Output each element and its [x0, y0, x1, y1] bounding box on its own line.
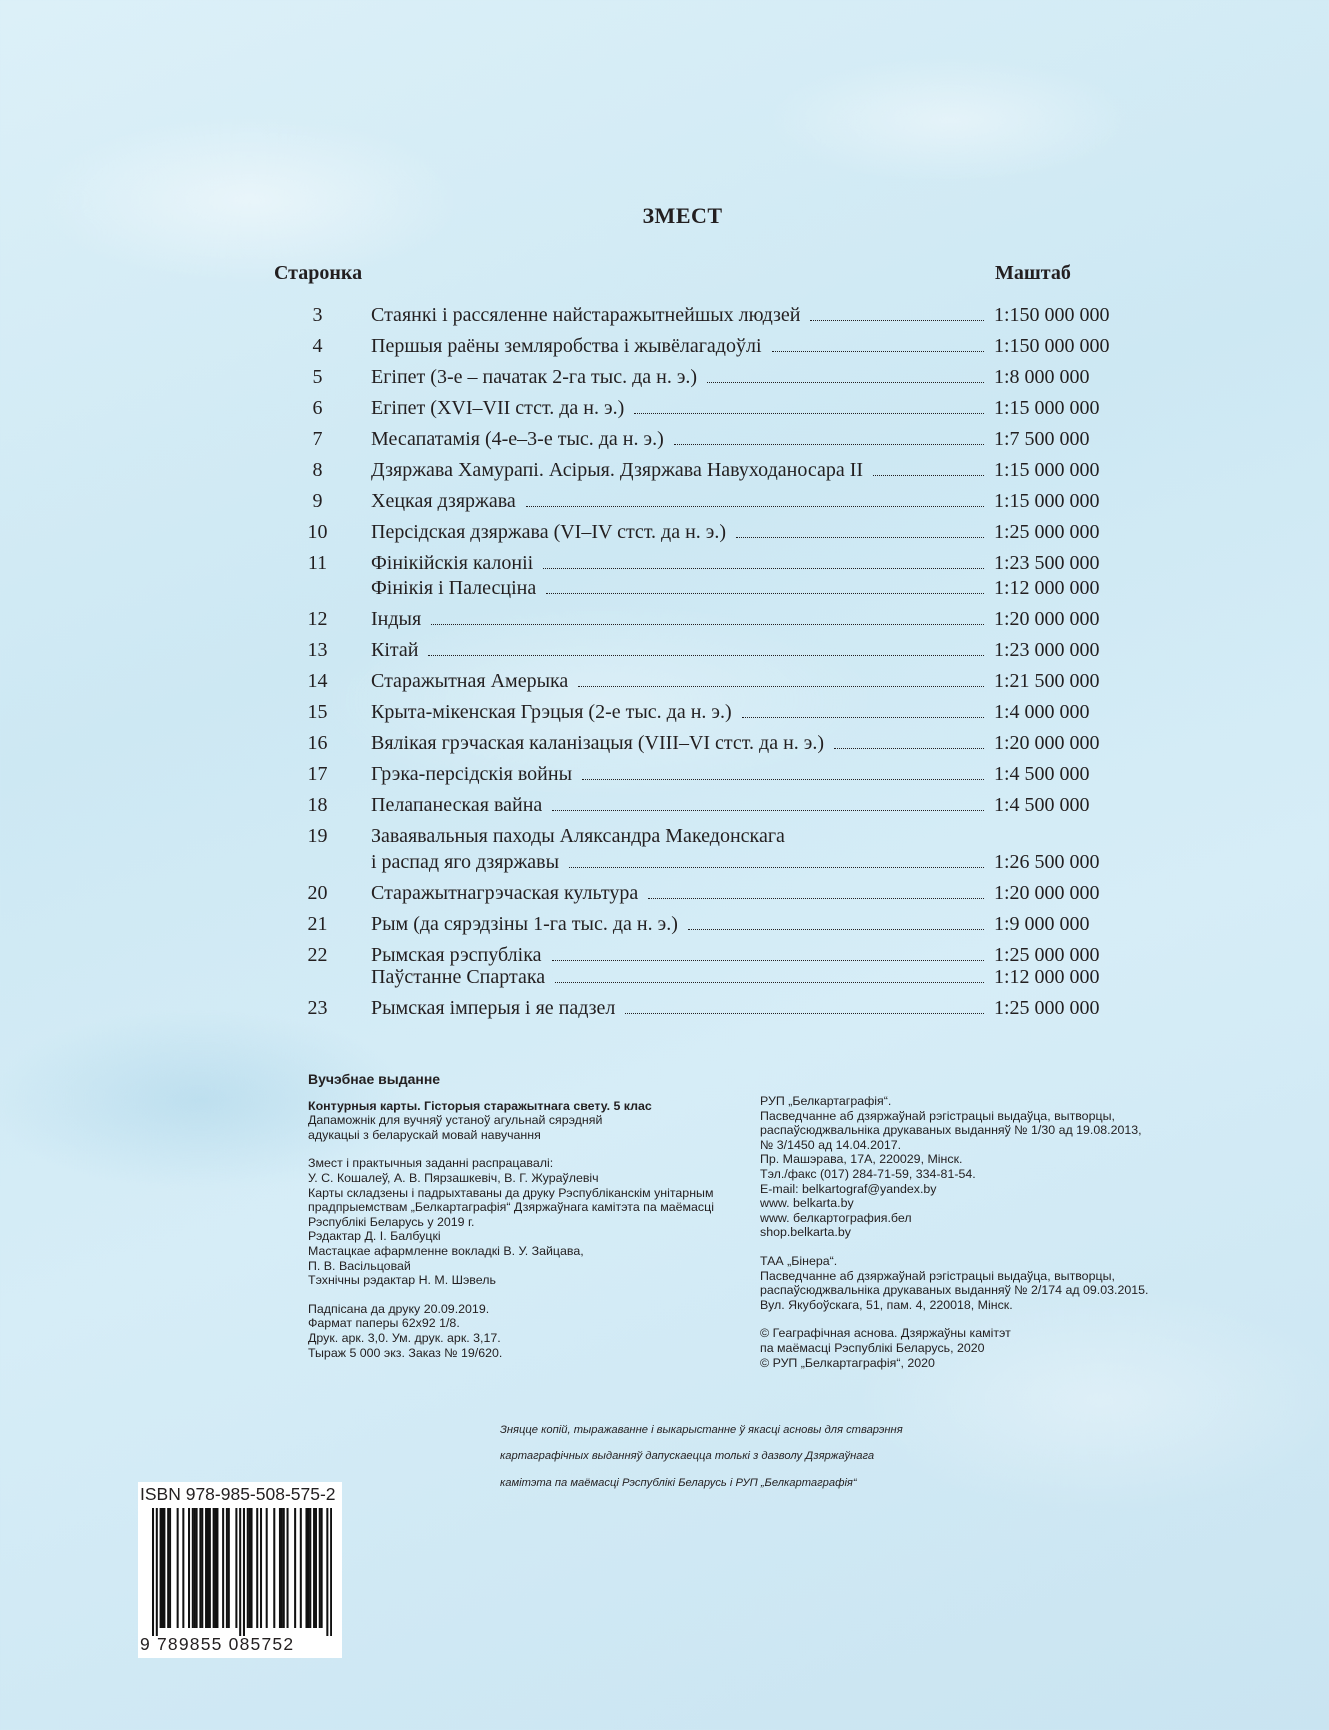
- copy-notice: [500, 1412, 970, 1502]
- toc-entry: [290, 428, 1140, 456]
- book-title: Контурныя карты. Гісторыя старажытнага свету. 5 клас: [308, 1098, 652, 1113]
- toc-entry-title-wrap: [371, 763, 984, 786]
- publisher-line: Пасведчанне аб дзяржаўнай рэгістрацыі выдаўца, вытворцы,: [760, 1108, 1115, 1123]
- barcode-bar: [163, 1508, 165, 1628]
- barcode-bar: [188, 1508, 190, 1628]
- toc-entry: [290, 794, 1140, 822]
- toc-scale: 1:150 000 000: [994, 304, 1110, 326]
- toc-scale: 1:23 000 000: [994, 639, 1100, 661]
- barcode-bar: [177, 1508, 179, 1628]
- credit-line: П. В. Васільцовай: [308, 1258, 411, 1273]
- toc-entry: [290, 335, 1140, 363]
- toc-entry-title: Старажытнагрэчаская культура: [371, 882, 639, 904]
- dot-leader: [543, 568, 984, 569]
- dot-leader: [772, 351, 985, 352]
- barcode-bar: [243, 1508, 245, 1636]
- barcode-bar: [161, 1508, 163, 1628]
- toc-scale: 1:20 000 000: [994, 732, 1100, 754]
- toc-entry-title: Егіпет (XVI–VII стст. да н. э.): [371, 397, 625, 419]
- toc-entry-title: Хецкая дзяржава: [371, 490, 516, 512]
- copyright-line: © РУП „Белкартаграфія“, 2020: [760, 1355, 935, 1370]
- toc-entry-title-wrap: [371, 701, 984, 724]
- toc-entry-title-wrap: [371, 304, 984, 327]
- toc-page-number: 21: [307, 913, 328, 935]
- barcode-bar: [235, 1508, 237, 1628]
- credit-line: прадпрыемствам „Белкартаграфія“ Дзяржаўнага камітэта па маёмасці: [308, 1200, 714, 1215]
- barcode-bar: [313, 1508, 315, 1628]
- toc-page-number: 15: [307, 701, 328, 723]
- copy-notice-line: картаграфічных выданняў дапускаецца толькі з дазволу Дзяржаўнага: [500, 1450, 875, 1463]
- barcode-bar: [294, 1508, 296, 1628]
- toc-entry: [290, 521, 1140, 549]
- barcode-bar: [222, 1508, 224, 1628]
- publisher-binera: [760, 1254, 1160, 1312]
- toc-page-number: 7: [312, 428, 323, 450]
- toc-scale: 1:26 500 000: [994, 851, 1100, 873]
- barcode-bar: [247, 1508, 249, 1628]
- toc-page-number: 10: [307, 521, 328, 543]
- toc-entry-title-wrap: [371, 490, 984, 513]
- barcode-bar: [196, 1508, 198, 1628]
- isbn-label: ISBN 978-985-508-575-2: [140, 1484, 336, 1504]
- toc-scale: 1:21 500 000: [994, 670, 1100, 692]
- barcode-bar: [300, 1508, 302, 1628]
- barcode-bar: [216, 1508, 218, 1628]
- print-data-line: Фармат паперы 62x92 1/8.: [308, 1316, 460, 1331]
- toc-entry-title-wrap: [371, 366, 984, 389]
- toc-entry-title: Пелапанеская вайна: [371, 794, 543, 816]
- toc-entry: [290, 459, 1140, 487]
- toc-page-number: 12: [307, 608, 328, 630]
- print-data-line: Друк. арк. 3,0. Ум. друк. арк. 3,17.: [308, 1330, 501, 1345]
- toc-entry-title-wrap: [371, 521, 984, 544]
- toc-entry: [290, 552, 1140, 580]
- toc-entry-title-wrap: [371, 732, 984, 755]
- toc-entry-title-wrap: [371, 335, 984, 358]
- toc-entry-title-wrap: [371, 794, 984, 817]
- copyright-block: [760, 1326, 1160, 1370]
- barcode-image: [152, 1508, 332, 1636]
- toc-entry-title-wrap: [371, 966, 984, 989]
- barcode-bar: [273, 1508, 275, 1628]
- barcode-bar: [283, 1508, 285, 1628]
- toc-entry-title-wrap: [371, 851, 984, 874]
- toc-entry-title-wrap: [371, 608, 984, 631]
- credit-line: Мастацкае афармленне вокладкі В. У. Зайцава,: [308, 1243, 584, 1258]
- toc-scale: 1:15 000 000: [994, 459, 1100, 481]
- barcode-bar: [281, 1508, 283, 1628]
- publisher-line: РУП „Белкартаграфія“.: [760, 1094, 892, 1108]
- barcode-bar: [226, 1508, 228, 1628]
- toc-scale: 1:15 000 000: [994, 397, 1100, 419]
- credits-block: [308, 1156, 748, 1287]
- toc-page-number: 19: [307, 825, 328, 847]
- toc-entry-title: Грэка-персідскія войны: [371, 763, 573, 785]
- dot-leader: [625, 1013, 984, 1014]
- toc-entry: [290, 882, 1140, 910]
- toc-entry-title: Персідская дзяржава (VI–IV стст. да н. э.): [371, 521, 727, 543]
- toc-entry: [290, 577, 1140, 605]
- toc-entry: [290, 670, 1140, 698]
- toc-entry-title-wrap: [371, 639, 984, 662]
- toc-entry-title-wrap: [371, 997, 984, 1020]
- toc-scale: 1:7 500 000: [994, 428, 1090, 450]
- copyright-line: па маёмасці Рэспублікі Беларусь, 2020: [760, 1340, 985, 1355]
- toc-entry-title: Егіпет (3-е – пачатак 2-га тыс. да н. э.): [371, 366, 698, 388]
- barcode-bar: [207, 1508, 209, 1628]
- toc-scale: 1:25 000 000: [994, 944, 1100, 966]
- dot-leader: [552, 960, 985, 961]
- publisher-line: ТАА „Бінера“.: [760, 1253, 838, 1268]
- barcode-bar: [309, 1508, 311, 1628]
- book-subtitle-line: адукацыі з беларускай мовай навучання: [308, 1127, 541, 1142]
- dot-leader: [736, 537, 984, 538]
- toc-entry: [290, 608, 1140, 636]
- toc-entry: [290, 490, 1140, 518]
- toc-scale: 1:25 000 000: [994, 521, 1100, 543]
- barcode-bar: [287, 1508, 289, 1628]
- toc-scale: 1:8 000 000: [994, 366, 1090, 388]
- toc-page-number: 23: [307, 997, 328, 1019]
- toc-scale: 1:4 000 000: [994, 701, 1090, 723]
- toc-entry-title-wrap: [371, 913, 984, 936]
- dot-leader: [688, 929, 984, 930]
- dot-leader: [431, 624, 984, 625]
- dot-leader: [707, 382, 984, 383]
- imprint-left: [308, 1072, 748, 1374]
- publisher-line: распаўсюджвальніка друкаваных выданняў № 1/30 ад 19.08.2013,: [760, 1123, 1142, 1138]
- toc-entry-title: Рымская імперыя і яе падзел: [371, 997, 616, 1019]
- barcode-bar: [251, 1508, 253, 1628]
- dot-leader: [578, 686, 984, 687]
- publisher-line: Вул. Якубоўскага, 51, пам. 4, 220018, Мінск.: [760, 1297, 1013, 1312]
- publisher-line: www. белкартография.бел: [760, 1210, 912, 1225]
- toc-entry: [290, 639, 1140, 667]
- publisher-line: Тэл./факс (017) 284-71-59, 334-81-54.: [760, 1166, 976, 1181]
- toc-entry-title: Індыя: [371, 608, 422, 630]
- barcode-bar: [321, 1508, 323, 1628]
- toc-page-number: 20: [307, 882, 328, 904]
- scale-column-header: Маштаб: [995, 262, 1071, 284]
- toc-entry: [290, 732, 1140, 760]
- toc-entry: [290, 763, 1140, 791]
- dot-leader: [634, 413, 984, 414]
- barcode-bar: [279, 1508, 281, 1628]
- barcode-bar: [260, 1508, 262, 1628]
- toc-entry: [290, 966, 1140, 994]
- toc-page-number: 16: [307, 732, 328, 754]
- credit-line: Рэдактар Д. І. Балбуцкі: [308, 1229, 441, 1244]
- toc-entry: [290, 397, 1140, 425]
- toc-entry: [290, 304, 1140, 332]
- toc-entry-title-wrap: [371, 882, 984, 905]
- dot-leader: [552, 810, 984, 811]
- toc-entry-title: Кітай: [371, 639, 419, 661]
- toc-entry-title: Вялікая грэчаская каланізацыя (VIII–VI стст. да н. э.): [371, 732, 825, 754]
- toc-entry-title: і распад яго дзяржавы: [371, 851, 560, 873]
- toc-scale: 1:12 000 000: [994, 966, 1100, 988]
- dot-leader: [582, 779, 984, 780]
- toc-entry-title: Дзяржава Хамурапі. Асірыя. Дзяржава Навуходаносара II: [371, 459, 864, 481]
- barcode-bar: [305, 1508, 307, 1628]
- toc-entry-title-wrap: [371, 459, 984, 482]
- toc-page-number: 4: [312, 335, 323, 357]
- credit-line: Тэхнічны рэдактар Н. М. Шэвель: [308, 1273, 496, 1288]
- barcode-bar: [315, 1508, 317, 1628]
- barcode-bar: [326, 1508, 328, 1636]
- credit-line: Рэспублікі Беларусь у 2019 г.: [308, 1214, 475, 1229]
- publisher-line: Пр. Машэрава, 17А, 220029, Мінск.: [760, 1152, 963, 1167]
- barcode-bar: [256, 1508, 258, 1628]
- toc-entry-title-wrap: [371, 825, 984, 848]
- publisher-line: E-mail: belkartograf@yandex.by: [760, 1181, 937, 1196]
- barcode-bar: [194, 1508, 196, 1628]
- toc-page-number: 8: [312, 459, 323, 481]
- dot-leader: [555, 982, 984, 983]
- barcode-bar: [307, 1508, 309, 1628]
- publisher-belkartagrafia: [760, 1094, 1160, 1240]
- imprint-right: [760, 1094, 1160, 1384]
- toc-page-number: 6: [312, 397, 323, 419]
- toc-page-number: 11: [307, 552, 328, 574]
- copy-notice-line: камітэта па маёмасці Рэспублікі Беларусь і РУП „Белкартаграфія“: [500, 1476, 857, 1489]
- publisher-line: № 3/1450 ад 14.04.2017.: [760, 1137, 902, 1152]
- toc-entry-title: Месапатамія (4-е–3-е тыс. да н. э.): [371, 428, 664, 450]
- book-subtitle-line: Дапаможнік для вучняў устаноў агульнай сярэдняй: [308, 1113, 603, 1128]
- dot-leader: [810, 320, 984, 321]
- dot-leader: [873, 475, 984, 476]
- print-data-line: Тыраж 5 000 экз. Заказ № 19/620.: [308, 1345, 503, 1360]
- barcode-bar: [156, 1508, 158, 1636]
- toc-entry-title-wrap: [371, 552, 984, 575]
- toc-page-number: 9: [312, 490, 323, 512]
- publisher-line: Пасведчанне аб дзяржаўнай рэгістрацыі выдаўца, вытворцы,: [760, 1268, 1115, 1283]
- toc-page-number: 13: [307, 639, 328, 661]
- credit-line: Карты складзены і падрыхтаваны да друку Рэспубліканскім унітарным: [308, 1185, 714, 1200]
- toc-scale: 1:4 500 000: [994, 794, 1090, 816]
- toc-entry-title: Паўстанне Спартака: [371, 966, 546, 988]
- toc-entry-title: Крыта-мікенская Грэцыя (2-е тыс. да н. э.): [371, 701, 732, 723]
- toc-page-number: 14: [307, 670, 328, 692]
- dot-leader: [428, 655, 984, 656]
- dot-leader: [674, 444, 984, 445]
- barcode-digits: 9 789855 085752: [140, 1634, 295, 1654]
- barcode-bar: [201, 1508, 203, 1628]
- toc-scale: 1:9 000 000: [994, 913, 1090, 935]
- dot-leader: [569, 867, 984, 868]
- toc-scale: 1:12 000 000: [994, 577, 1100, 599]
- toc-entry-title: Стаянкі і рассяленне найстаражытнейшых людзей: [371, 304, 801, 326]
- dot-leader: [526, 506, 984, 507]
- barcode-bar: [266, 1508, 268, 1628]
- credit-line: У. С. Кошалеў, А. В. Пярзашкевіч, В. Г. Жураўлевіч: [308, 1170, 599, 1185]
- barcode-bar: [228, 1508, 230, 1628]
- barcode-bar: [239, 1508, 241, 1636]
- barcode-bar: [182, 1508, 184, 1628]
- toc-entry-title: Рымская рэспубліка: [371, 944, 542, 966]
- toc-page-number: 22: [307, 944, 328, 966]
- toc-page-number: 3: [312, 304, 323, 326]
- copy-notice-line: Зняцце копій, тыражаванне і выкарыстанне ў якасці асновы для стварэння: [500, 1424, 903, 1437]
- barcode-bar: [167, 1508, 169, 1628]
- publisher-line: shop.belkarta.by: [760, 1225, 851, 1240]
- toc-entry-title: Фінікійскія калоніі: [371, 552, 534, 574]
- barcode-bar: [199, 1508, 201, 1628]
- toc-entry: [290, 997, 1140, 1025]
- toc-title: ЗМЕСТ: [642, 203, 723, 228]
- toc-entry-title: Старажытная Амерыка: [371, 670, 569, 692]
- barcode-bar: [205, 1508, 207, 1628]
- toc-entry-title-wrap: [371, 577, 984, 600]
- toc-entry-title: Заваявальныя паходы Аляксандра Македонскага: [371, 825, 785, 847]
- barcode-bar: [192, 1508, 194, 1628]
- toc-scale: 1:150 000 000: [994, 335, 1110, 357]
- barcode-bar: [160, 1508, 162, 1628]
- toc-entry-title: Першыя раёны земляробства і жывёлагадоўлі: [371, 335, 762, 357]
- barcode-bar: [319, 1508, 321, 1628]
- dot-leader: [834, 748, 984, 749]
- toc-scale: 1:15 000 000: [994, 490, 1100, 512]
- toc-page-number: 5: [312, 366, 323, 388]
- toc-entry: [290, 366, 1140, 394]
- dot-leader: [546, 593, 984, 594]
- toc-entry-title: Рым (да сярэдзіны 1-га тыс. да н. э.): [371, 913, 678, 935]
- toc-page-number: 18: [307, 794, 328, 816]
- barcode-bar: [215, 1508, 217, 1628]
- toc-entry: [290, 913, 1140, 941]
- toc-entry: [290, 825, 1140, 853]
- dot-leader: [742, 717, 984, 718]
- barcode-bar: [249, 1508, 251, 1628]
- barcode-bar: [213, 1508, 215, 1628]
- toc-page-number: 17: [307, 763, 328, 785]
- barcode-bar: [209, 1508, 211, 1628]
- toc-entry-title-wrap: [371, 428, 984, 451]
- toc-scale: 1:20 000 000: [994, 608, 1100, 630]
- toc-scale: 1:20 000 000: [994, 882, 1100, 904]
- barcode-bar: [152, 1508, 154, 1636]
- barcode-bar: [169, 1508, 171, 1628]
- toc-scale: 1:4 500 000: [994, 763, 1090, 785]
- dot-leader: [648, 898, 984, 899]
- publisher-line: www. belkarta.by: [760, 1196, 854, 1211]
- toc-entry: [290, 701, 1140, 729]
- toc-entry-title-wrap: [371, 397, 984, 420]
- toc-entry-title-wrap: [371, 944, 984, 967]
- toc-entry-title: Фінікія і Палесціна: [371, 577, 537, 599]
- toc-entry: [290, 851, 1140, 879]
- toc-scale: 1:23 500 000: [994, 552, 1100, 574]
- edition-type: Вучэбнае выданне: [308, 1071, 441, 1087]
- page-column-header: Старонка: [274, 262, 363, 284]
- publisher-line: распаўсюджвальніка друкаваных выданняў № 2/174 ад 09.03.2015.: [760, 1283, 1149, 1298]
- credit-line: Змест і практычныя заданні распрацавалі:: [308, 1156, 554, 1171]
- toc-scale: 1:25 000 000: [994, 997, 1100, 1019]
- toc-entry-title-wrap: [371, 670, 984, 693]
- print-data-line: Падпісана да друку 20.09.2019.: [308, 1301, 490, 1316]
- copyright-line: © Геаграфічная аснова. Дзяржаўны камітэт: [760, 1326, 1011, 1341]
- barcode-bar: [330, 1508, 332, 1636]
- print-data-block: [308, 1302, 748, 1360]
